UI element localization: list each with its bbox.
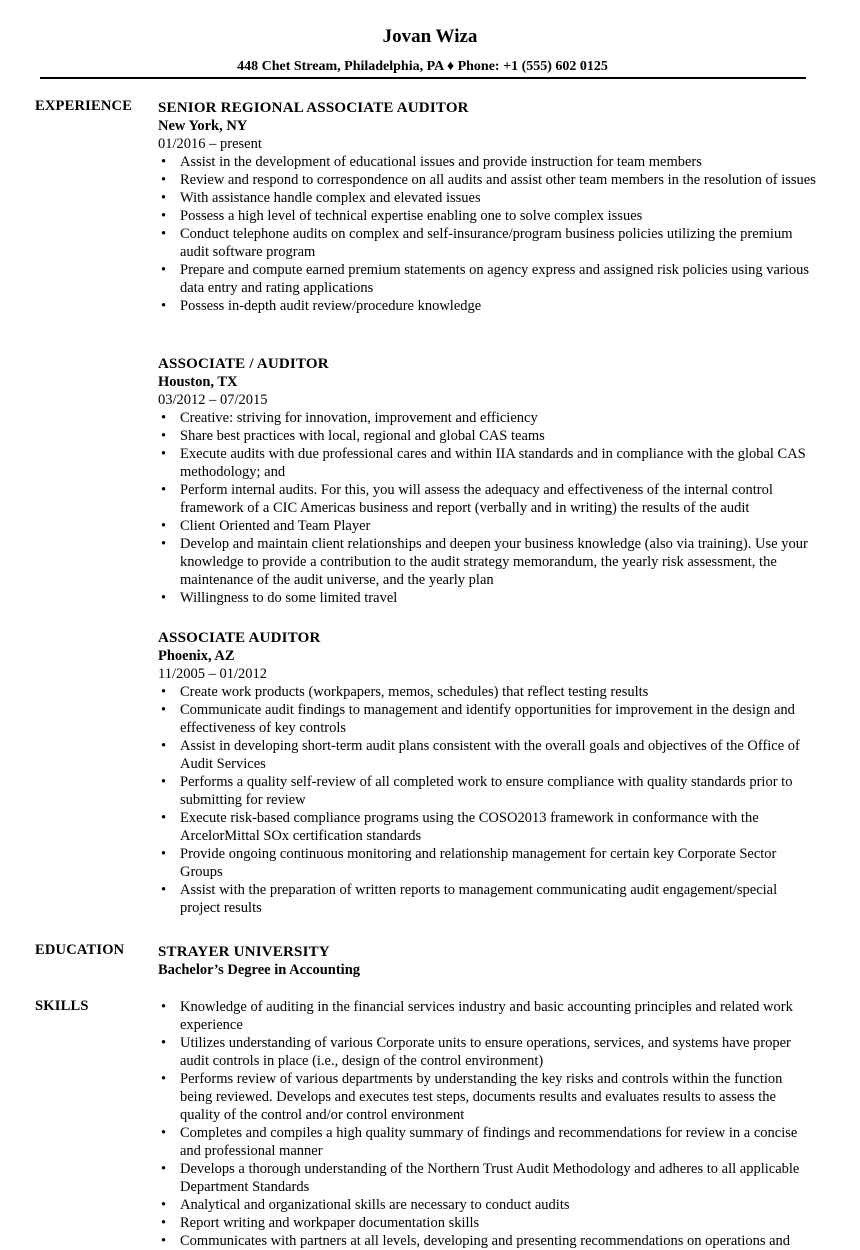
job-bullets bbox=[158, 683, 816, 917]
section-label-experience: EXPERIENCE bbox=[35, 98, 133, 114]
list-item: • Conduct telephone audits on complex and self-insurance/program business policies utilizing the premium audit software program bbox=[158, 225, 816, 261]
degree-name: Bachelor’s Degree in Accounting bbox=[158, 962, 361, 978]
list-item: • Develop and maintain client relationships and deepen your business knowledge (also via training). Use your knowledge to provide a contribution to the audit strategy memorandum, the yearly risk assessment, the maintenance of the audit universe, and the yearly plan bbox=[158, 535, 816, 589]
list-item: • Execute audits with due professional cares and within IIA standards and in compliance with the global CAS methodology; and bbox=[158, 445, 816, 481]
list-item: • Completes and compiles a high quality summary of findings and recommendations for review in a concise and professional manner bbox=[158, 1124, 816, 1160]
list-item: • Performs review of various departments by understanding the key risks and controls within the function being reviewed. Develops and executes test steps, documents results and evaluates results to assess the quality of the control and/or control environment bbox=[158, 1070, 816, 1124]
skills-bullets bbox=[158, 998, 816, 1250]
job-entry bbox=[158, 629, 816, 917]
section-label-education: EDUCATION bbox=[35, 942, 125, 958]
list-item: • Assist in the development of educational issues and provide instruction for team members bbox=[158, 153, 816, 171]
list-item: • Assist in developing short-term audit plans consistent with the overall goals and objectives of the Office of Audit Services bbox=[158, 737, 816, 773]
job-location: Phoenix, AZ bbox=[158, 648, 235, 664]
education-entry bbox=[158, 943, 816, 979]
job-bullets bbox=[158, 153, 816, 315]
list-item: • Performs a quality self-review of all completed work to ensure compliance with quality standards prior to submitting for review bbox=[158, 773, 816, 809]
list-item: • Report writing and workpaper documentation skills bbox=[158, 1214, 816, 1232]
list-item: • Prepare and compute earned premium statements on agency express and assigned risk policies using various data entry and rating applications bbox=[158, 261, 816, 297]
list-item: • With assistance handle complex and elevated issues bbox=[158, 189, 816, 207]
list-item: • Assist with the preparation of written reports to management communicating audit engagement/special project results bbox=[158, 881, 816, 917]
school-name: STRAYER UNIVERSITY bbox=[158, 944, 330, 960]
job-entry bbox=[158, 355, 816, 607]
list-item: • Client Oriented and Team Player bbox=[158, 517, 816, 535]
job-dates: 01/2016 – present bbox=[158, 136, 262, 152]
section-label-skills: SKILLS bbox=[35, 998, 89, 1014]
job-title: ASSOCIATE AUDITOR bbox=[158, 630, 321, 646]
job-location: New York, NY bbox=[158, 118, 248, 134]
job-dates: 11/2005 – 01/2012 bbox=[158, 666, 268, 682]
list-item: • Develops a thorough understanding of the Northern Trust Audit Methodology and adheres to all applicable Department Standards bbox=[158, 1160, 816, 1196]
list-item: • Communicates with partners at all levels, developing and presenting recommendations on operations and bbox=[158, 1232, 816, 1250]
list-item: • Knowledge of auditing in the financial services industry and basic accounting principles and related work experience bbox=[158, 998, 816, 1034]
list-item: • Analytical and organizational skills are necessary to conduct audits bbox=[158, 1196, 816, 1214]
job-title: ASSOCIATE / AUDITOR bbox=[158, 356, 329, 372]
candidate-name: Jovan Wiza bbox=[382, 26, 478, 47]
contact-line: 448 Chet Stream, Philadelphia, PA ♦ Phone: +1 (555) 602 0125 bbox=[237, 59, 608, 74]
job-location: Houston, TX bbox=[158, 374, 238, 390]
list-item: • Perform internal audits. For this, you will assess the adequacy and effectiveness of the internal control framework of a CIC Americas business and report (verbally and in writing) the results of the audit bbox=[158, 481, 816, 517]
list-item: • Review and respond to correspondence on all audits and assist other team members in the resolution of issues bbox=[158, 171, 816, 189]
list-item: • Possess a high level of technical expertise enabling one to solve complex issues bbox=[158, 207, 816, 225]
header-divider bbox=[40, 77, 806, 79]
job-title: SENIOR REGIONAL ASSOCIATE AUDITOR bbox=[158, 100, 469, 116]
list-item: • Communicate audit findings to management and identify opportunities for improvement in the design and effectiveness of key controls bbox=[158, 701, 816, 737]
list-item: • Provide ongoing continuous monitoring and relationship management for certain key Corporate Sector Groups bbox=[158, 845, 816, 881]
list-item: • Create work products (workpapers, memos, schedules) that reflect testing results bbox=[158, 683, 816, 701]
list-item: • Willingness to do some limited travel bbox=[158, 589, 816, 607]
job-bullets bbox=[158, 409, 816, 607]
list-item: • Utilizes understanding of various Corporate units to ensure operations, services, and systems have proper audit controls in place (i.e., design of the control environment) bbox=[158, 1034, 816, 1070]
skills-list bbox=[158, 998, 816, 1250]
job-dates: 03/2012 – 07/2015 bbox=[158, 392, 268, 408]
list-item: • Execute risk-based compliance programs using the COSO2013 framework in conformance with the ArcelorMittal SOx certification standards bbox=[158, 809, 816, 845]
list-item: • Share best practices with local, regional and global CAS teams bbox=[158, 427, 816, 445]
list-item: • Creative: striving for innovation, improvement and efficiency bbox=[158, 409, 816, 427]
list-item: • Possess in-depth audit review/procedure knowledge bbox=[158, 297, 816, 315]
job-entry bbox=[158, 99, 816, 315]
